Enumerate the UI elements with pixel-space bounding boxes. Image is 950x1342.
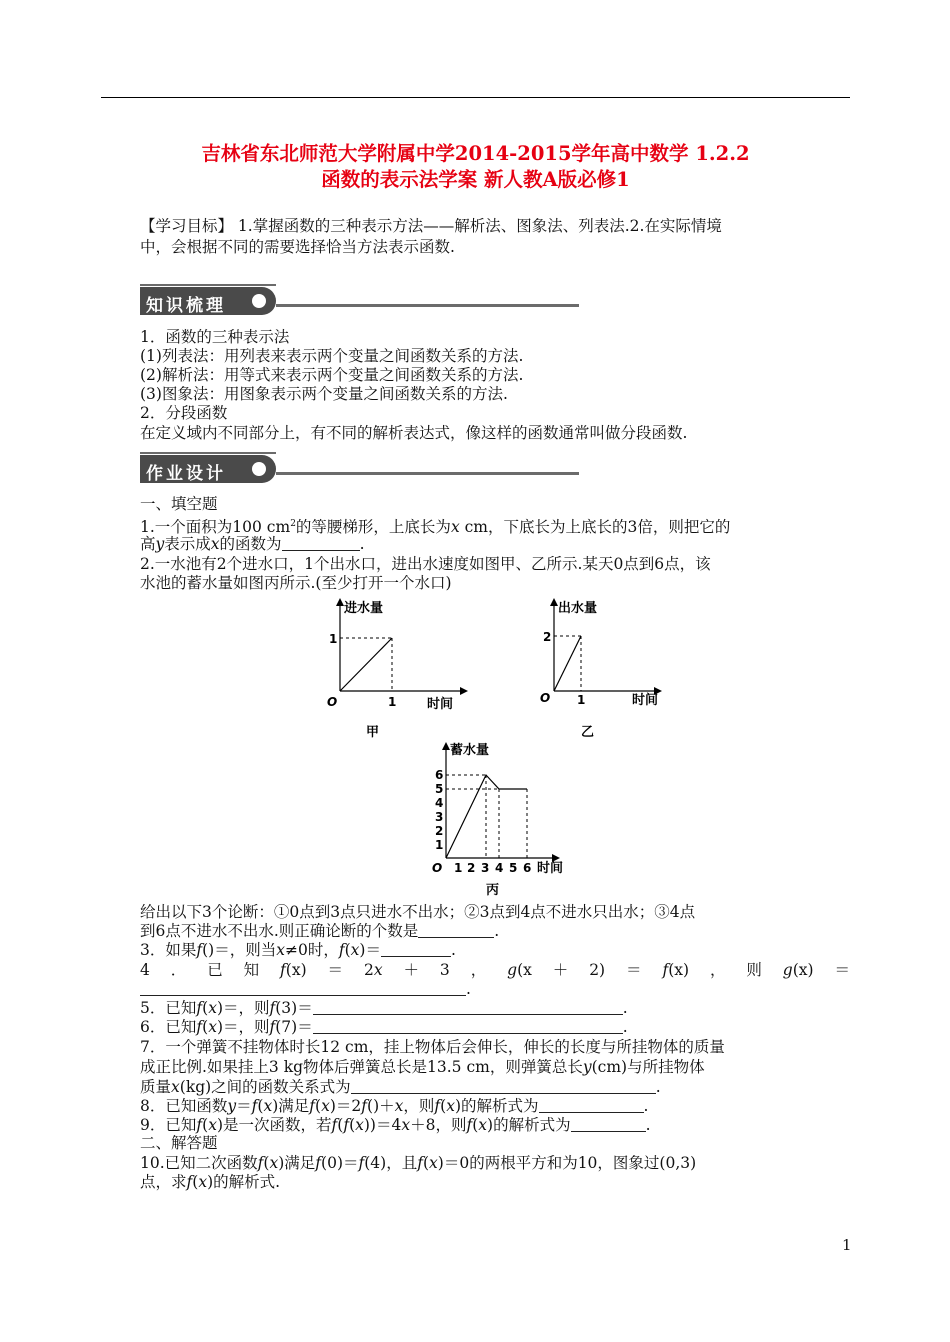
origin-label: O [540, 691, 551, 705]
graph-caption: 甲 [366, 725, 380, 740]
y-axis-label: 进水量 [344, 601, 384, 616]
x-axis-label: 时间 [427, 697, 454, 712]
knowledge-line-1: 1．函数的三种表示法 [140, 328, 290, 346]
knowledge-line-2: (1)列表法：用列表来表示两个变量之间函数关系的方法. [140, 347, 524, 365]
graph-caption: 丙 [486, 883, 500, 898]
y-tick: 1 [435, 838, 444, 852]
knowledge-line-4: (3)图象法：用图象表示两个变量之间函数关系的方法. [140, 385, 508, 403]
banner-dot-icon [252, 294, 266, 308]
banner-homework-label: 作业设计 [146, 464, 226, 484]
x-tick: 1 [577, 693, 586, 707]
banner-homework [140, 455, 580, 483]
y-tick: 2 [543, 630, 552, 644]
answer-blank[interactable] [351, 1079, 656, 1094]
knowledge-line-3: (2)解析法：用等式来表示两个变量之间函数关系的方法. [140, 366, 524, 384]
origin-label: O [327, 695, 338, 709]
banner-knowledge [140, 287, 580, 315]
origin-label: O [432, 861, 443, 875]
question-3: 3．如果f()＝，则当x≠0时，f(x)＝ . [140, 941, 456, 959]
y-tick: 1 [329, 632, 338, 646]
answer-blank[interactable] [571, 1117, 646, 1132]
x-tick: 2 [467, 861, 476, 875]
answer-blank[interactable] [313, 1000, 623, 1015]
banner-dot-icon [252, 462, 266, 476]
heading-fill-in: 一、填空题 [140, 495, 218, 513]
graph-yi [524, 596, 674, 741]
question-2-claims-line-1: 给出以下3个论断：①0点到3点只进水不出水；②3点到4点不进水只出水；③4点 [140, 903, 696, 921]
x-tick: 1 [388, 695, 397, 709]
x-axis-label: 时间 [632, 693, 659, 708]
answer-blank[interactable] [381, 942, 451, 957]
banner-knowledge-label: 知识梳理 [146, 296, 226, 316]
answer-blank[interactable] [282, 536, 360, 551]
y-tick: 5 [435, 782, 444, 796]
y-axis-arrow-icon [336, 598, 344, 606]
question-2-claims-line-2: 到6点不进水不出水.则正确论断的个数是 . [140, 922, 500, 940]
y-tick: 4 [435, 796, 444, 810]
answer-blank[interactable] [539, 1098, 644, 1113]
page-number: 1 [842, 1236, 852, 1254]
y-tick: 3 [435, 810, 444, 824]
question-10-line-1: 10.已知二次函数f(x)满足f(0)＝f(4)，且f(x)＝0的两根平方和为10，图象过(0,3) [140, 1154, 697, 1172]
x-tick: 6 [523, 861, 532, 875]
y-axis-arrow-icon [442, 742, 450, 750]
question-7-line-1: 7．一个弹簧不挂物体时长12 cm，挂上物体后会伸长，伸长的长度与所挂物体的质量 [140, 1038, 725, 1056]
graph-jia [310, 596, 470, 741]
x-tick: 5 [509, 861, 518, 875]
graph-bing [424, 738, 584, 898]
question-10-line-2: 点，求f(x)的解析式. [140, 1173, 281, 1191]
x-axis-arrow-icon [460, 687, 468, 695]
question-2-line-2: 水池的蓄水量如图丙所示.(至少打开一个水口) [140, 574, 452, 592]
title-line-1: 吉林省东北师范大学附属中学2014-2015学年高中数学 1.2.2 [201, 142, 750, 165]
y-tick: 6 [435, 768, 444, 782]
question-2-line-1: 2.一水池有2个进水口，1个出水口，进出水速度如图甲、乙所示.某天0点到6点，该 [140, 555, 711, 573]
y-axis-arrow-icon [550, 598, 558, 606]
answer-blank[interactable] [313, 1019, 623, 1034]
graph-line [340, 638, 392, 691]
question-1-line-1: 1.一个面积为100 $cm^2$的等腰梯形，上底长为x cm，下底长为上底长的3倍，则把它的 [140, 518, 731, 537]
question-7-line-2: 成正比例.如果挂上3 kg物体后弹簧总长是13.5 cm，则弹簧总长y(cm)与所挂物体 [140, 1058, 705, 1076]
answer-blank[interactable] [418, 923, 494, 938]
question-4-line-1: 4 ． 已 知 f(x) ＝ 2x ＋ 3 ， g(x ＋ 2) ＝ f(x) ， 则 g(x) ＝ [140, 961, 850, 979]
question-9: 9．已知f(x)是一次函数，若f(f(x))＝4x＋8，则f(x)的解析式为 . [140, 1116, 651, 1134]
y-tick: 2 [435, 824, 444, 838]
header-rule [101, 97, 850, 98]
question-4-line-2: . [140, 980, 471, 999]
heading-answer: 二、解答题 [140, 1134, 218, 1152]
question-1-line-2: 高y表示成x的函数为 . [140, 535, 365, 553]
question-8: 8．已知函数y＝f(x)满足f(x)＝2f()＋x，则f(x)的解析式为 . [140, 1097, 649, 1115]
graph-caption: 乙 [581, 725, 595, 740]
x-tick: 3 [481, 861, 490, 875]
y-axis-label: 出水量 [558, 601, 598, 616]
objective-line-1: 【学习目标】 1.掌握函数的三种表示方法——解析法、图象法、列表法.2.在实际情境 [140, 217, 722, 235]
knowledge-line-6: 在定义域内不同部分上，有不同的解析表达式，像这样的函数通常叫做分段函数. [140, 424, 688, 442]
x-tick: 4 [495, 861, 504, 875]
y-axis-label: 蓄水量 [450, 743, 490, 758]
x-axis-label: 时间 [537, 861, 564, 876]
knowledge-line-5: 2．分段函数 [140, 404, 228, 422]
x-tick: 1 [454, 861, 463, 875]
title-line-2: 函数的表示法学案 新人教A版必修1 [321, 168, 630, 191]
question-6: 6．已知f(x)＝，则f(7)＝ . [140, 1018, 628, 1036]
question-7-line-3: 质量x(kg)之间的函数关系式为 . [140, 1078, 661, 1096]
graph-line [554, 636, 581, 691]
objective-line-2: 中，会根据不同的需要选择恰当方法表示函数. [140, 238, 455, 256]
answer-blank[interactable] [140, 981, 466, 996]
page-title [101, 141, 850, 193]
question-5: 5．已知f(x)＝，则f(3)＝ . [140, 999, 628, 1017]
